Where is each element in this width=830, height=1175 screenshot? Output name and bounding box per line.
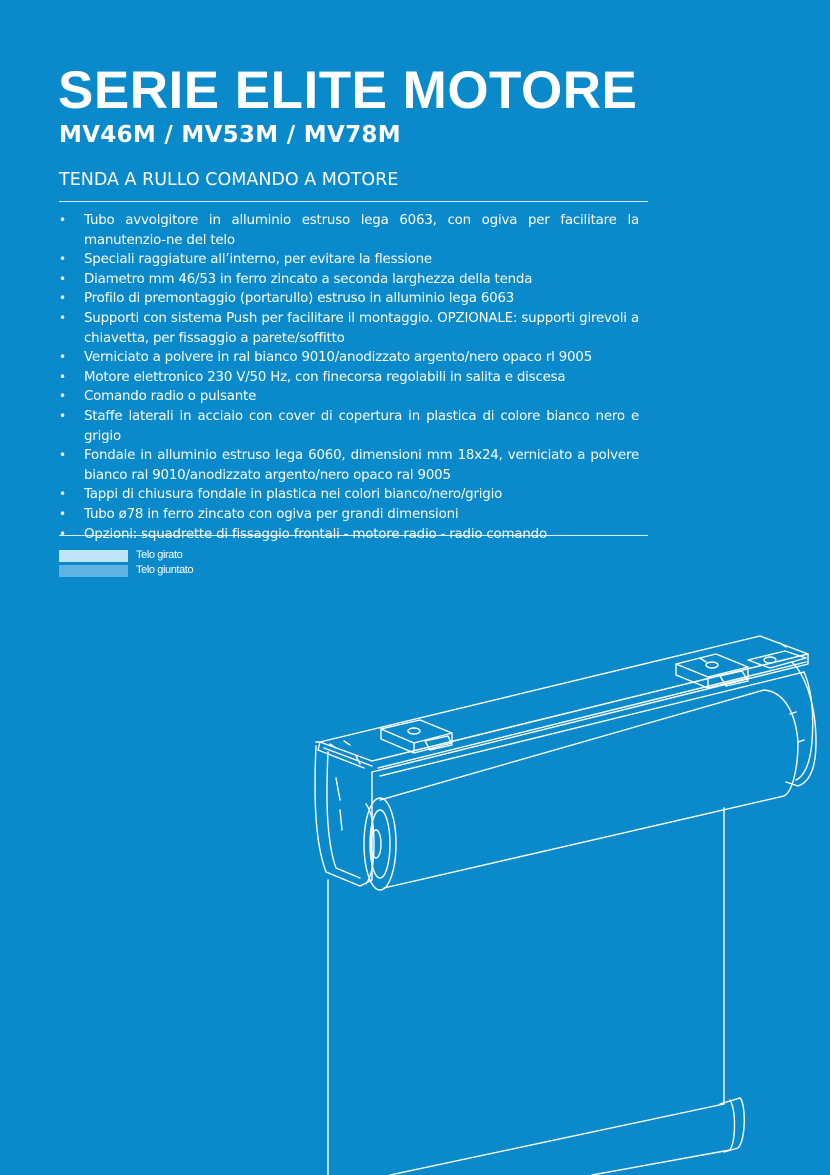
feature-item: • Opzioni: squadrette di fissaggio frontali - motore radio - radio comando [59,525,639,545]
feature-item: • Comando radio o pulsante [59,387,639,407]
feature-item: • Profilo di premontaggio (portarullo) estruso in alluminio lega 6063 [59,289,639,309]
feature-item: • Fondale in alluminio estruso lega 6060, dimensioni mm 18x24, verniciato a polvere bianco ral 9010/anodizzato argento/nero opaco ral 9005 [59,446,639,485]
product-subtitle: TENDA A RULLO COMANDO A MOTORE [59,170,399,190]
feature-item: • Tappi di chiusura fondale in plastica nei colori bianco/nero/grigio [59,485,639,505]
legend-label-telo-giuntato: Telo giuntato [136,564,194,576]
bottom-bar [592,1098,744,1175]
feature-item: • Motore elettronico 230 V/50 Hz, con finecorsa regolabili in salita e discesa [59,368,639,388]
model-codes: MV46M / MV53M / MV78M [59,122,401,148]
feature-item: • Speciali raggiature all’interno, per evitare la flessione [59,250,639,270]
feature-item: • Verniciato a polvere in ral bianco 9010/anodizzato argento/nero opaco rl 9005 [59,348,639,368]
mounting-rail [316,636,808,776]
left-end-cap [315,746,372,886]
feature-item: • Staffe laterali in acciaio con cover di copertura in plastica di colore bianco nero e grigio [59,407,639,446]
feature-item: • Tubo avvolgitore in alluminio estruso lega 6063, con ogiva per facilitare la manutenzio-ne del telo [59,211,639,250]
right-end-cap [786,662,816,786]
feature-item: • Supporti con sistema Push per facilitare il montaggio. OPZIONALE: supporti girevoli a chiavetta, per fissaggio a parete/soffitto [59,309,639,348]
feature-item: • Tubo ø78 in ferro zincato con ogiva per grandi dimensioni [59,505,639,525]
page-title: SERIE ELITE MOTORE [58,61,638,120]
feature-item: • Diametro mm 46/53 in ferro zincato a seconda larghezza della tenda [59,270,639,290]
fabric-panel [328,808,724,1175]
legend-label-telo-girato: Telo girato [136,549,183,561]
